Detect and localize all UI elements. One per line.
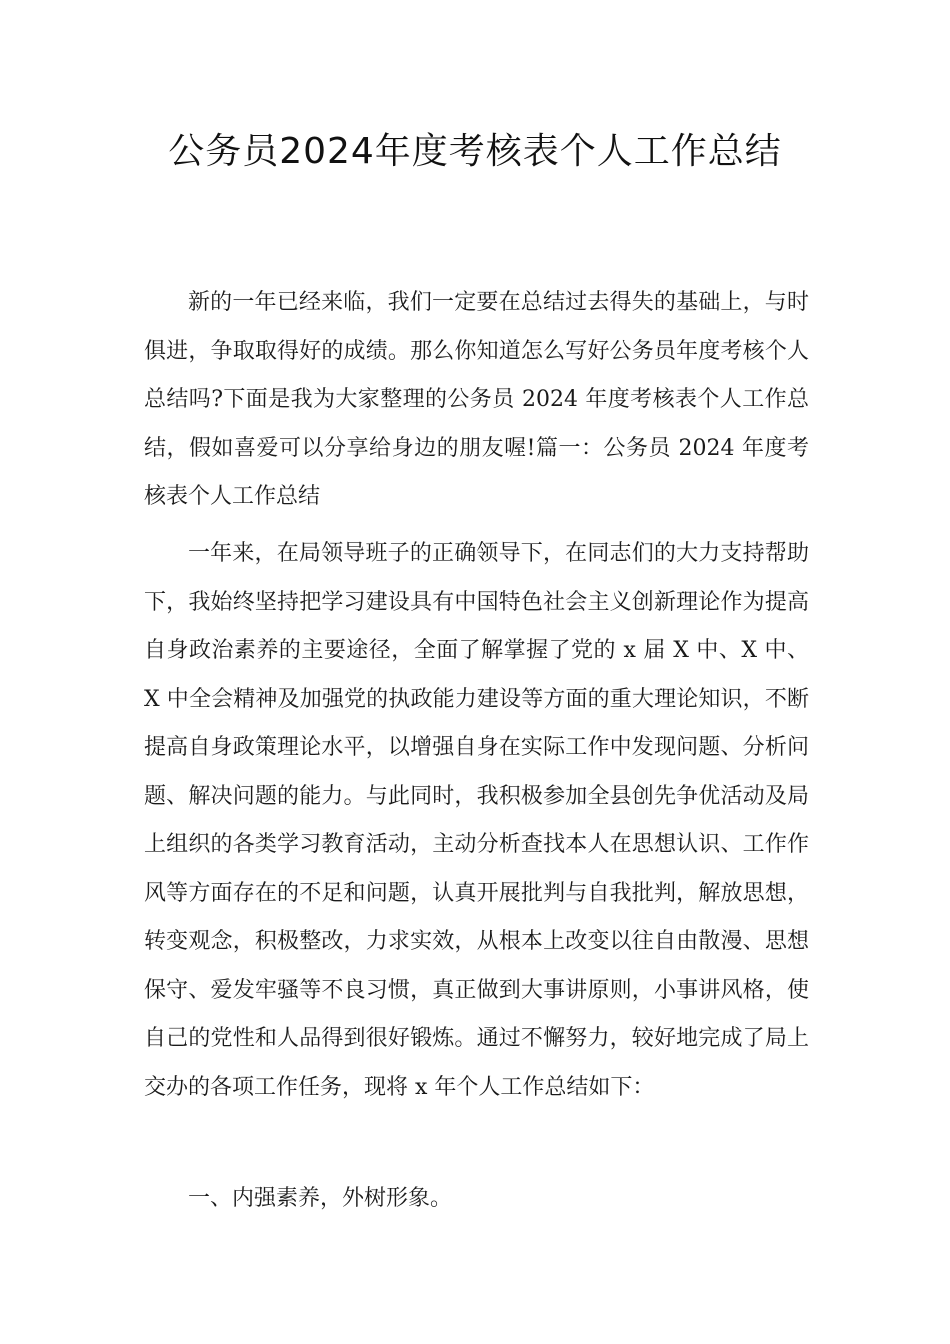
intro-paragraph-block	[144, 279, 809, 522]
section-heading-block	[144, 1175, 809, 1224]
body-paragraph: 一年来，在局领导班子的正确领导下，在同志们的大力支持帮助下，我始终坚持把学习建设具有中国特色社会主义创新理论作为提高自身政治素养的主要途径，全面了解掌握了党的 x 届 X 中、X 中、X 中全会精神及加强党的执政能力建设等方面的重大理论知识，不断提高自身政策理论水平，以增强自身在实际工作中发现问题、分析问题、解决问题的能力。与此同时，我积极参加全县创先争优活动及局上组织的各类学习教育活动，主动分析查找本人在思想认识、工作作风等方面存在的不足和问题，认真开展批判与自我批判，解放思想，转变观念，积极整改，力求实效，从根本上改变以往自由散漫、思想保守、爱发牢骚等不良习惯，真正做到大事讲原则，小事讲风格，使自己的党性和人品得到很好锻炼。通过不懈努力，较好地完成了局上交办的各项工作任务，现将 x 年个人工作总结如下：	[144, 541, 809, 1100]
document-title: 公务员2024年度考核表个人工作总结	[168, 131, 782, 172]
body-paragraph-block	[144, 530, 809, 1112]
section-heading: 一、内强素养，外树形象。	[188, 1186, 453, 1211]
intro-paragraph: 新的一年已经来临，我们一定要在总结过去得失的基础上，与时俱进，争取取得好的成绩。那么你知道怎么写好公务员年度考核个人总结吗?下面是我为大家整理的公务员 2024 年度考核表个人工作总结，假如喜爱可以分享给身边的朋友喔!篇一：公务员 2024 年度考核表个人工作总结	[144, 290, 809, 509]
